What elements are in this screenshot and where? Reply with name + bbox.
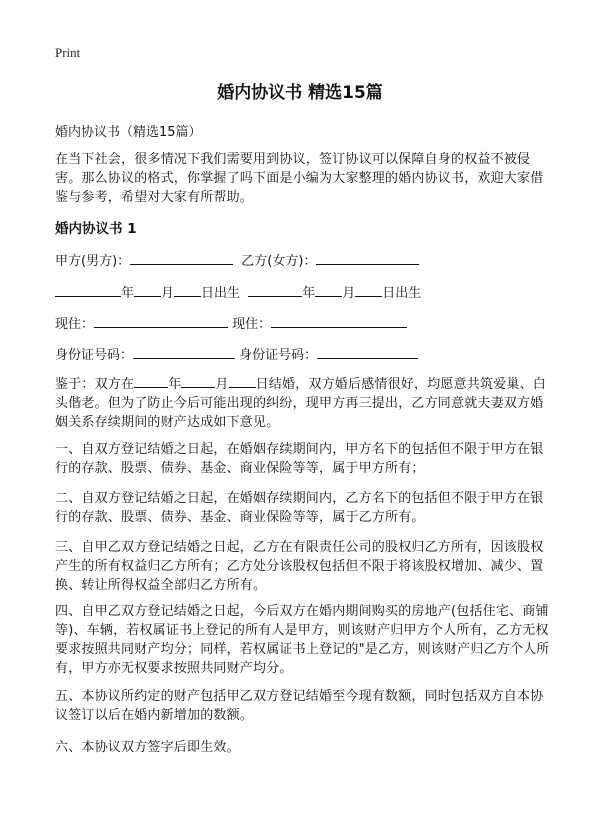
party-a-blank[interactable] bbox=[130, 250, 233, 265]
id-a-blank[interactable] bbox=[133, 344, 235, 359]
clause-1: 一、自双方登记结婚之日起，在婚姻存续期间内，甲方名下的包括但不限于甲方在银行的存款、股票、债券、基金、商业保险等等，属于甲方所有； bbox=[55, 442, 544, 476]
wedding-year-blank[interactable] bbox=[134, 375, 168, 388]
party-b-blank[interactable] bbox=[316, 250, 419, 265]
clause-6: 六、本协议双方签字后即生效。 bbox=[55, 740, 240, 755]
recital-paragraph bbox=[55, 375, 550, 432]
party-b-birth-year-blank[interactable] bbox=[248, 282, 302, 297]
month-label: 月 bbox=[342, 286, 356, 301]
wedding-month-blank[interactable] bbox=[181, 375, 215, 388]
month-label: 月 bbox=[215, 377, 229, 392]
party-b-birth-day-blank[interactable] bbox=[355, 282, 382, 297]
birth-row bbox=[55, 282, 550, 301]
clause-4: 四、自甲乙双方登记结婚之日起，今后双方在婚内期间购买的房地产(包括住宅、商铺等)、车辆，若权属证书上登记的所有人是甲方，则该财产归甲方个人所有，乙方无权要求按照共同财产均分；同样，若权属证书上登记的"是乙方，则该财产归乙方个人所有，甲方亦无权要求按照共同财产均分。 bbox=[55, 604, 550, 676]
party-row bbox=[55, 250, 550, 269]
address-a-label: 现住： bbox=[55, 317, 95, 332]
wedding-day-blank[interactable] bbox=[229, 375, 256, 388]
recital-body: 日结婚，双方婚后感情很好，均愿意共筑爱巢、白头偕老。但为了防止今后可能出现的纠纷，现甲方再三提出，乙方同意就夫妻双方婚姻关系存续期间的财产达成如下意见。 bbox=[55, 377, 547, 430]
clause-5: 五、本协议所约定的财产包括甲乙双方登记结婚至今现有数额，同时包括双方自本协议签订以后在婚内新增加的数额。 bbox=[55, 689, 544, 723]
recital-prefix: 鉴于：双方在 bbox=[55, 377, 135, 392]
born-label: 日出生 bbox=[201, 286, 241, 301]
month-label: 月 bbox=[161, 286, 175, 301]
party-b-birth-month-blank[interactable] bbox=[315, 282, 342, 297]
address-row bbox=[55, 313, 550, 332]
id-b-label: 身份证号码： bbox=[239, 348, 318, 363]
party-a-label: 甲方(男方)： bbox=[55, 254, 131, 269]
party-a-birth-month-blank[interactable] bbox=[134, 282, 161, 297]
id-a-label: 身份证号码： bbox=[55, 348, 134, 363]
year-label: 年 bbox=[168, 377, 182, 392]
address-b-blank[interactable] bbox=[271, 313, 407, 328]
born-label: 日出生 bbox=[382, 286, 422, 301]
party-a-birth-year-blank[interactable] bbox=[55, 282, 121, 297]
party-b-label: 乙方(女方)： bbox=[241, 254, 317, 269]
document-subtitle: 婚内协议书（精选15篇） bbox=[55, 125, 202, 140]
year-label: 年 bbox=[121, 286, 135, 301]
year-label: 年 bbox=[302, 286, 316, 301]
document-title: 婚内协议书 精选15篇 bbox=[217, 83, 383, 103]
id-b-blank[interactable] bbox=[317, 344, 418, 359]
clause-2: 二、自双方登记结婚之日起，在婚姻存续期间内，乙方名下的包括但不限于甲方在银行的存款、股票、债券、基金、商业保险等等，属于乙方所有。 bbox=[55, 491, 544, 525]
section-heading: 婚内协议书 1 bbox=[55, 221, 137, 237]
id-row bbox=[55, 344, 550, 363]
address-b-label: 现住： bbox=[232, 317, 272, 332]
address-a-blank[interactable] bbox=[94, 313, 228, 328]
clause-3: 三、自甲乙双方登记结婚之日起，乙方在有限责任公司的股权归乙方所有，因该股权产生的所有权益归乙方所有；乙方处分该股权包括但不限于将该股权增加、减少、置换、转让所得权益全部归乙方所有。 bbox=[55, 540, 544, 593]
intro-paragraph: 在当下社会，很多情况下我们需要用到协议，签订协议可以保障自身的权益不被侵害。那么协议的格式，你掌握了吗下面是小编为大家整理的婚内协议书，欢迎大家借鉴与参考，希望对大家有所帮助。 bbox=[55, 152, 544, 205]
print-link[interactable]: Print bbox=[55, 45, 81, 60]
party-a-birth-day-blank[interactable] bbox=[174, 282, 201, 297]
